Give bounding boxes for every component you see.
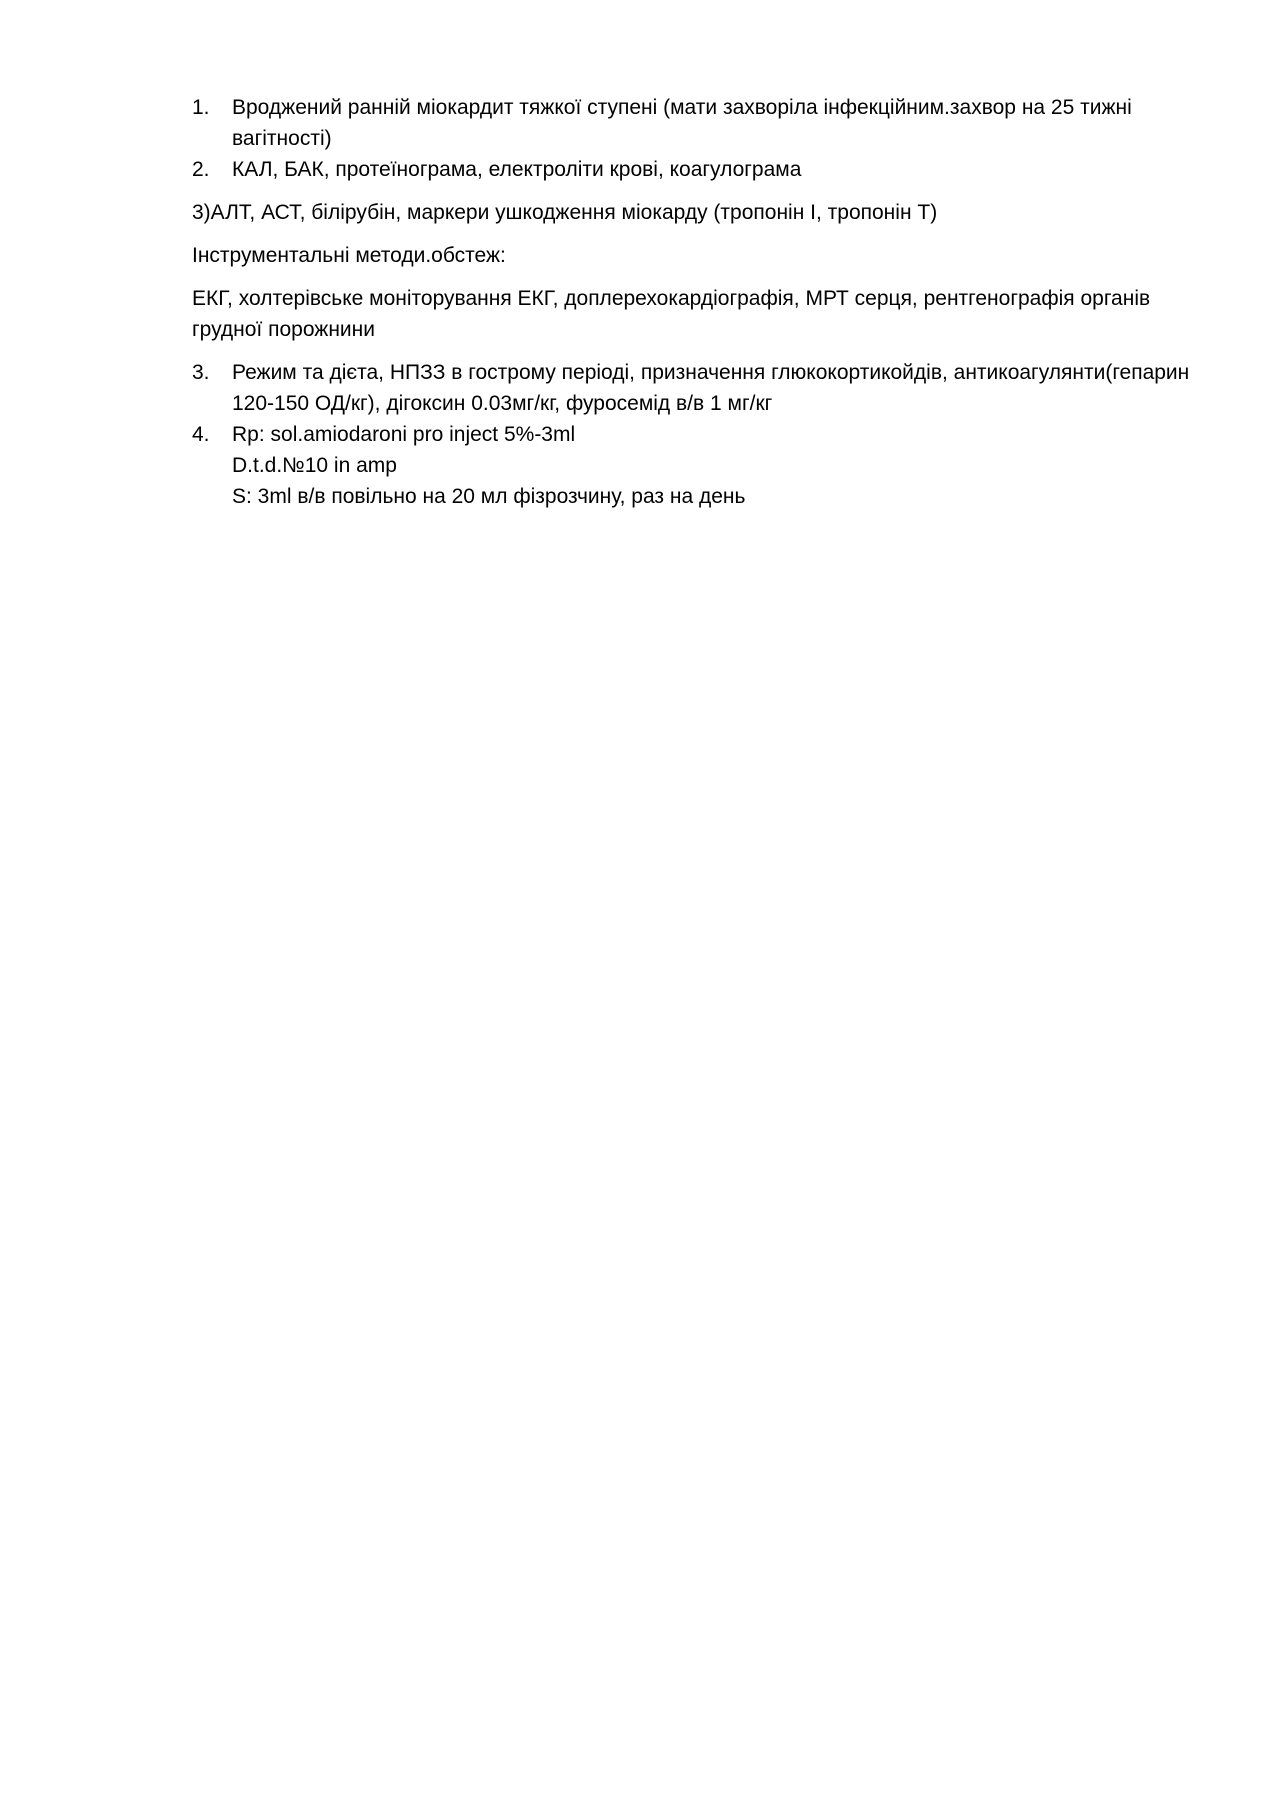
list-item	[192, 92, 1192, 154]
paragraph-instrumental-heading: Інструментальні методи.обстеж:	[192, 244, 506, 267]
prescription-line-dtd: D.t.d.№10 in amp	[232, 454, 397, 477]
list-number: 4.	[192, 423, 210, 446]
lab-tests-text: КАЛ, БАК, протеїнограма, електроліти крові, коагулограма	[232, 158, 802, 181]
list-item	[192, 357, 1192, 419]
list-number: 1.	[192, 96, 210, 119]
numbered-list-diagnosis	[192, 92, 1192, 185]
numbered-list-treatment	[192, 357, 1192, 512]
prescription	[232, 419, 1192, 512]
prescription-line-signa: S: 3ml в/в повільно на 20 мл фізрозчину, раз на день	[232, 485, 746, 508]
document-content	[192, 92, 1192, 512]
paragraph-biochem: 3)АЛТ, АСТ, білірубін, маркери ушкодження міокарду (тропонін I, тропонін Т)	[192, 201, 938, 224]
paragraph-instrumental-methods: ЕКГ, холтерівське моніторування ЕКГ, доплерехокардіографія, МРТ серця, рентгенографія органів грудної порожнини	[192, 287, 1151, 341]
list-item	[192, 419, 1192, 512]
list-item	[192, 154, 1192, 185]
list-number: 3.	[192, 361, 210, 384]
list-number: 2.	[192, 158, 210, 181]
prescription-line-rp: Rp: sol.amiodaroni pro inject 5%-3ml	[232, 423, 576, 446]
treatment-text: Режим та дієта, НПЗЗ в гострому періоді, призначення глюкокортикойдів, антикоагулянти(гепарин 120-150 ОД/кг), дігоксин 0.03мг/кг, фуросемід в/в 1 мг/кг	[232, 361, 1190, 415]
diagnosis-text: Вроджений ранній міокардит тяжкої ступені (мати захворіла інфекційним.захвор на 25 тижні вагітності)	[232, 96, 1132, 150]
